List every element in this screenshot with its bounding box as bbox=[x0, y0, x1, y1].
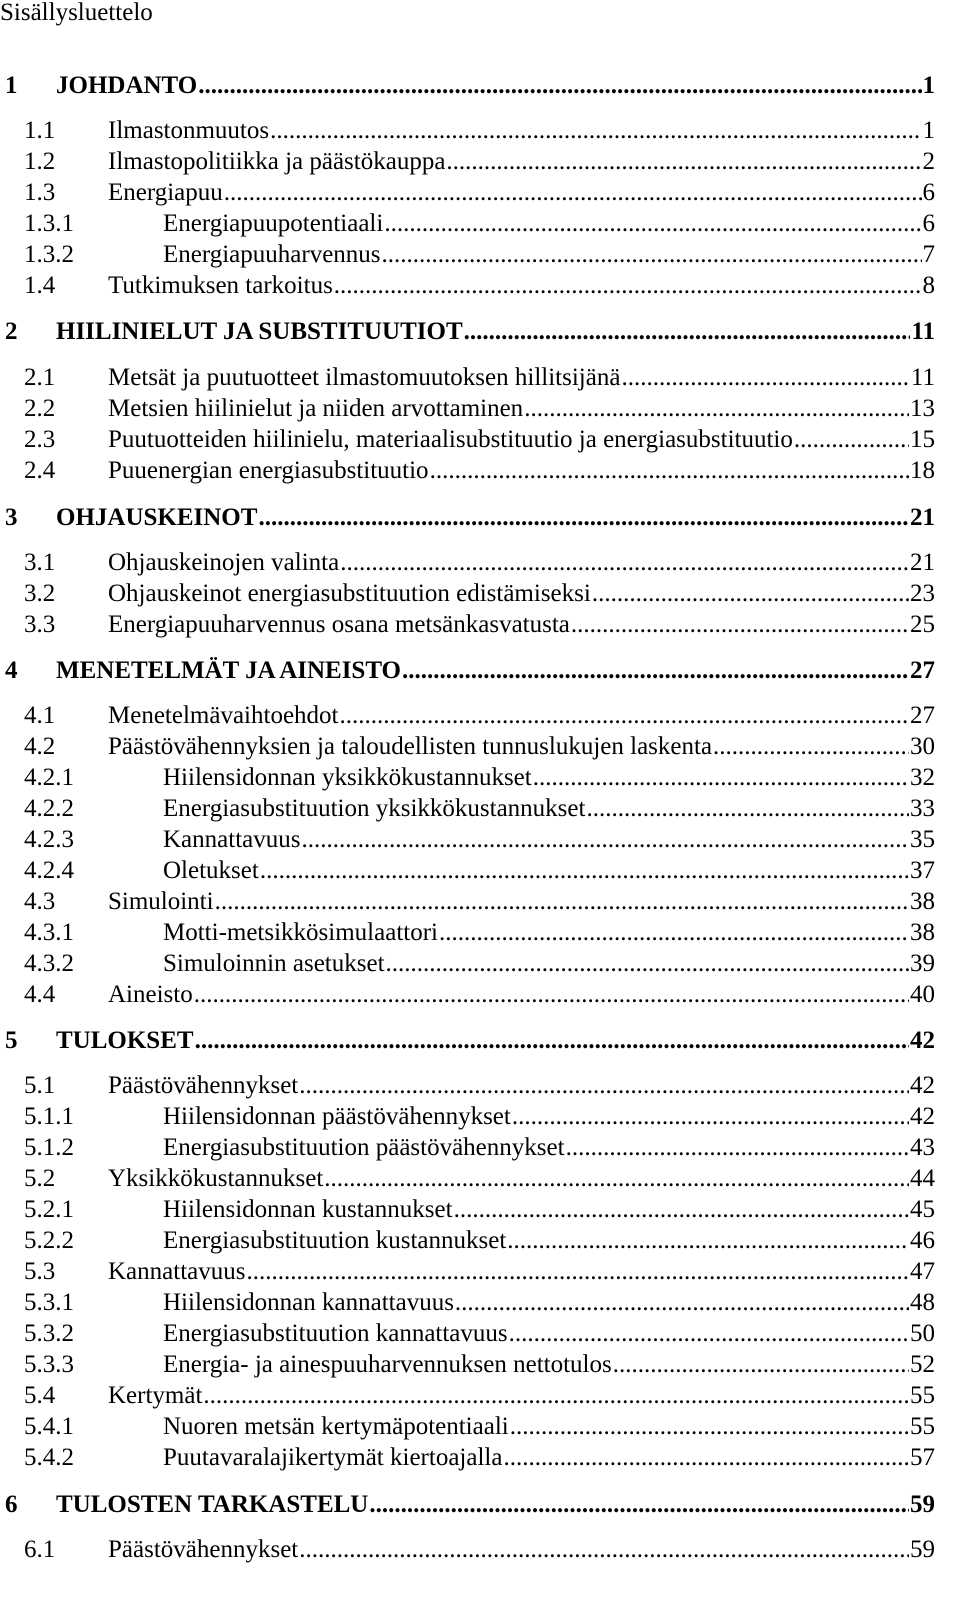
toc-entry-title: Energiapuuharvennus osana metsänkasvatusta bbox=[108, 611, 570, 638]
toc-entry-page: 45 bbox=[910, 1196, 935, 1223]
toc-entry-body bbox=[163, 1133, 935, 1163]
toc-entry-title: Hiilensidonnan kustannukset bbox=[163, 1196, 453, 1223]
toc-entry bbox=[0, 1195, 935, 1225]
toc-entry bbox=[0, 980, 935, 1010]
toc-entry-number: 5.1.2 bbox=[24, 1134, 74, 1161]
toc-entry-number: 5.1 bbox=[24, 1072, 56, 1099]
toc-entry bbox=[0, 1133, 935, 1163]
toc-entry bbox=[0, 425, 935, 455]
page-title: Sisällysluettelo bbox=[0, 0, 153, 26]
toc-entry bbox=[0, 887, 935, 917]
toc-entry-body bbox=[163, 1226, 935, 1256]
toc-entry bbox=[0, 1350, 935, 1380]
toc-entry-body bbox=[108, 732, 935, 762]
toc-entry bbox=[0, 1164, 935, 1194]
dot-leader bbox=[369, 1490, 909, 1520]
toc-entry-title: Energiasubstituution yksikkökustannukset bbox=[163, 795, 586, 822]
toc-entry-number: 2 bbox=[5, 318, 18, 345]
toc-entry-title: Energiasubstituution kustannukset bbox=[163, 1227, 507, 1254]
dot-leader bbox=[454, 1195, 909, 1225]
toc-entry-title: Menetelmävaihtoehdot bbox=[108, 702, 339, 729]
dot-leader bbox=[509, 1319, 909, 1349]
dot-leader bbox=[194, 980, 909, 1010]
toc-entry bbox=[0, 656, 935, 686]
toc-entry-title: Kannattavuus bbox=[108, 1258, 246, 1285]
toc-entry-title: Simulointi bbox=[108, 888, 214, 915]
dot-leader bbox=[203, 1381, 909, 1411]
toc-entry bbox=[0, 949, 935, 979]
dot-leader bbox=[566, 1133, 909, 1163]
toc-entry-number: 6.1 bbox=[24, 1536, 56, 1563]
toc-entry-title: Päästövähennyksien ja taloudellisten tunnuslukujen laskenta bbox=[108, 733, 713, 760]
dot-leader bbox=[794, 425, 909, 455]
dot-leader bbox=[586, 794, 909, 824]
toc-entry-number: 2.3 bbox=[24, 426, 56, 453]
toc-entry bbox=[0, 1102, 935, 1132]
toc-entry-body bbox=[108, 147, 935, 177]
toc-entry-page: 33 bbox=[910, 795, 935, 822]
toc-entry-page: 55 bbox=[910, 1413, 935, 1440]
dot-leader bbox=[340, 548, 909, 578]
toc-entry-page: 1 bbox=[922, 72, 935, 99]
toc-entry-number: 3.2 bbox=[24, 580, 56, 607]
toc-entry-number: 4.2.4 bbox=[24, 857, 74, 884]
toc-entry-number: 2.4 bbox=[24, 457, 56, 484]
toc-entry-body bbox=[56, 656, 935, 686]
toc-entry-title: Hiilensidonnan kannattavuus bbox=[163, 1289, 454, 1316]
toc-entry bbox=[0, 71, 935, 101]
dot-leader bbox=[402, 656, 909, 686]
toc-entry-title: Puuenergian energiasubstituutio bbox=[108, 457, 429, 484]
toc-entry-page: 48 bbox=[910, 1289, 935, 1316]
toc-entry-title: Simuloinnin asetukset bbox=[163, 950, 385, 977]
toc-entry-title: Kannattavuus bbox=[163, 826, 301, 853]
dot-leader bbox=[533, 763, 909, 793]
dot-leader bbox=[613, 1350, 909, 1380]
dot-leader bbox=[198, 71, 921, 101]
dot-leader bbox=[324, 1164, 909, 1194]
toc-entry-body bbox=[163, 949, 935, 979]
toc-entry bbox=[0, 1490, 935, 1520]
toc-entry-body bbox=[108, 425, 935, 455]
dot-leader bbox=[215, 887, 909, 917]
toc-entry-body bbox=[108, 1164, 935, 1194]
toc-entry-page: 59 bbox=[910, 1536, 935, 1563]
toc-entry-number: 5.4.2 bbox=[24, 1444, 74, 1471]
toc-entry-body bbox=[108, 1535, 935, 1565]
toc-entry-body bbox=[108, 548, 935, 578]
toc-entry bbox=[0, 1535, 935, 1565]
toc-entry-page: 18 bbox=[910, 457, 935, 484]
toc-entry-number: 4.2 bbox=[24, 733, 56, 760]
toc-entry-page: 44 bbox=[910, 1165, 935, 1192]
toc-entry-title: Tutkimuksen tarkoitus bbox=[108, 272, 333, 299]
toc-entry bbox=[0, 1412, 935, 1442]
toc-entry-body bbox=[108, 178, 935, 208]
dot-leader bbox=[195, 1026, 909, 1056]
dot-leader bbox=[524, 394, 909, 424]
toc-entry-title: Energiapuupotentiaali bbox=[163, 210, 384, 237]
toc-entry-number: 5 bbox=[5, 1027, 18, 1054]
toc-entry-page: 11 bbox=[911, 318, 935, 345]
toc-entry-title: Puutavaralajikertymät kiertoajalla bbox=[163, 1444, 503, 1471]
toc-entry bbox=[0, 240, 935, 270]
toc-entry-title: Metsien hiilinielut ja niiden arvottaminen bbox=[108, 395, 524, 422]
dot-leader bbox=[464, 317, 911, 347]
dot-leader bbox=[299, 1535, 909, 1565]
toc-entry-page: 47 bbox=[910, 1258, 935, 1285]
toc-entry-title: Päästövähennykset bbox=[108, 1536, 299, 1563]
toc-entry-body bbox=[108, 363, 935, 393]
toc-entry-body bbox=[163, 209, 935, 239]
toc-entry-title: Energia- ja ainespuuharvennuksen nettotulos bbox=[163, 1351, 612, 1378]
toc-entry-body bbox=[108, 1381, 935, 1411]
toc-entry-number: 1.3 bbox=[24, 179, 56, 206]
toc-entry-title: Päästövähennykset bbox=[108, 1072, 299, 1099]
toc-entry-page: 27 bbox=[910, 702, 935, 729]
toc-entry-body bbox=[163, 763, 935, 793]
toc-entry-body bbox=[108, 980, 935, 1010]
toc-entry-body bbox=[163, 794, 935, 824]
toc-entry-page: 6 bbox=[922, 210, 935, 237]
toc-entry-page: 42 bbox=[910, 1103, 935, 1130]
dot-leader bbox=[384, 209, 921, 239]
dot-leader bbox=[571, 610, 909, 640]
toc-entry-body bbox=[56, 317, 935, 347]
toc-entry-title: Energiapuuharvennus bbox=[163, 241, 381, 268]
toc-entry-body bbox=[108, 1071, 935, 1101]
toc-entry-page: 1 bbox=[922, 117, 935, 144]
toc-entry bbox=[0, 394, 935, 424]
toc-entry bbox=[0, 1319, 935, 1349]
toc-entry-number: 3.3 bbox=[24, 611, 56, 638]
toc-entry-title: Oletukset bbox=[163, 857, 259, 884]
toc-entry-page: 21 bbox=[910, 549, 935, 576]
toc-entry-page: 57 bbox=[910, 1444, 935, 1471]
toc-entry bbox=[0, 363, 935, 393]
toc-entry-page: 27 bbox=[910, 657, 935, 684]
dot-leader bbox=[713, 732, 909, 762]
toc-entry bbox=[0, 1443, 935, 1473]
toc-entry-page: 21 bbox=[910, 504, 935, 531]
toc-entry bbox=[0, 178, 935, 208]
toc-entry-page: 59 bbox=[910, 1491, 935, 1518]
dot-leader bbox=[386, 949, 909, 979]
toc-entry-body bbox=[56, 1490, 935, 1520]
toc-entry-title: OHJAUSKEINOT bbox=[56, 504, 258, 531]
toc-entry-number: 2.2 bbox=[24, 395, 56, 422]
toc-entry bbox=[0, 794, 935, 824]
toc-entry-body bbox=[108, 271, 935, 301]
toc-entry-number: 6 bbox=[5, 1491, 18, 1518]
toc-entry-title: Aineisto bbox=[108, 981, 193, 1008]
toc-entry bbox=[0, 1381, 935, 1411]
toc-entry-number: 4.3.1 bbox=[24, 919, 74, 946]
toc-entry-page: 11 bbox=[910, 364, 935, 391]
toc-entry-number: 4.3.2 bbox=[24, 950, 74, 977]
toc-entry bbox=[0, 317, 935, 347]
toc-entry-number: 3.1 bbox=[24, 549, 56, 576]
toc-entry-body bbox=[108, 610, 935, 640]
toc-entry-title: Motti-metsikkösimulaattori bbox=[163, 919, 438, 946]
toc-entry-number: 5.2.2 bbox=[24, 1227, 74, 1254]
dot-leader bbox=[339, 701, 909, 731]
toc-entry-page: 40 bbox=[910, 981, 935, 1008]
toc-entry bbox=[0, 701, 935, 731]
toc-entry-number: 1.2 bbox=[24, 148, 56, 175]
toc-entry-title: TULOKSET bbox=[56, 1027, 194, 1054]
toc-entry bbox=[0, 147, 935, 177]
toc-entry-number: 1.3.1 bbox=[24, 210, 74, 237]
toc-entry-page: 6 bbox=[922, 179, 935, 206]
toc-entry-body bbox=[163, 1195, 935, 1225]
toc-entry-number: 3 bbox=[5, 504, 18, 531]
toc-entry-title: Ohjauskeinojen valinta bbox=[108, 549, 340, 576]
toc-entry-page: 25 bbox=[910, 611, 935, 638]
dot-leader bbox=[510, 1412, 909, 1442]
toc-entry-page: 15 bbox=[910, 426, 935, 453]
dot-leader bbox=[430, 456, 909, 486]
toc-entry bbox=[0, 610, 935, 640]
toc-entry-number: 5.2 bbox=[24, 1165, 56, 1192]
toc-entry-body bbox=[163, 1102, 935, 1132]
dot-leader bbox=[334, 271, 922, 301]
dot-leader bbox=[503, 1443, 909, 1473]
toc-entry-body bbox=[163, 1443, 935, 1473]
dot-leader bbox=[621, 363, 909, 393]
toc-entry-body bbox=[56, 71, 935, 101]
toc-entry-body bbox=[56, 1026, 935, 1056]
toc-entry-number: 5.2.1 bbox=[24, 1196, 74, 1223]
toc-entry-title: Energiasubstituution kannattavuus bbox=[163, 1320, 508, 1347]
toc-entry-page: 2 bbox=[922, 148, 935, 175]
toc-entry-title: Metsät ja puutuotteet ilmastomuutoksen hillitsijänä bbox=[108, 364, 621, 391]
toc-entry bbox=[0, 271, 935, 301]
toc-entry bbox=[0, 579, 935, 609]
toc-entry-number: 5.1.1 bbox=[24, 1103, 74, 1130]
toc-entry-title: Kertymät bbox=[108, 1382, 203, 1409]
toc-entry-number: 4.4 bbox=[24, 981, 56, 1008]
toc-entry-page: 30 bbox=[910, 733, 935, 760]
toc-entry-page: 37 bbox=[910, 857, 935, 884]
toc-entry-body bbox=[163, 240, 935, 270]
toc-entry bbox=[0, 1071, 935, 1101]
toc-entry-body bbox=[108, 394, 935, 424]
toc-entry bbox=[0, 548, 935, 578]
dot-leader bbox=[507, 1226, 909, 1256]
toc-entry-title: TULOSTEN TARKASTELU bbox=[56, 1491, 369, 1518]
toc-entry-page: 55 bbox=[910, 1382, 935, 1409]
toc-entry-number: 5.4 bbox=[24, 1382, 56, 1409]
toc-entry-body bbox=[163, 1288, 935, 1318]
toc-entry-number: 4.3 bbox=[24, 888, 56, 915]
toc-entry-title: HIILINIELUT JA SUBSTITUUTIOT bbox=[56, 318, 463, 345]
toc-entry-body bbox=[108, 701, 935, 731]
toc-entry-title: Hiilensidonnan yksikkökustannukset bbox=[163, 764, 532, 791]
toc-entry-number: 4.2.3 bbox=[24, 826, 74, 853]
toc-entry-page: 38 bbox=[910, 919, 935, 946]
toc-entry-title: Yksikkökustannukset bbox=[108, 1165, 324, 1192]
toc-entry-number: 1.1 bbox=[24, 117, 56, 144]
toc-entry-title: Energiapuu bbox=[108, 179, 223, 206]
toc-entry-number: 1.3.2 bbox=[24, 241, 74, 268]
toc-entry-page: 42 bbox=[910, 1027, 935, 1054]
toc-entry-title: Ilmastopolitiikka ja päästökauppa bbox=[108, 148, 446, 175]
toc-entry bbox=[0, 1257, 935, 1287]
dot-leader bbox=[270, 116, 921, 146]
toc-entry bbox=[0, 732, 935, 762]
toc-entry-body bbox=[108, 579, 935, 609]
toc-entry-body bbox=[163, 1350, 935, 1380]
toc-entry-body bbox=[56, 503, 935, 533]
toc-entry-page: 46 bbox=[910, 1227, 935, 1254]
toc-entry bbox=[0, 1288, 935, 1318]
toc-entry-number: 5.3.3 bbox=[24, 1351, 74, 1378]
toc-entry bbox=[0, 825, 935, 855]
toc-entry bbox=[0, 856, 935, 886]
toc-entry-number: 1.4 bbox=[24, 272, 56, 299]
toc-entry-body bbox=[108, 116, 935, 146]
toc-entry-page: 23 bbox=[910, 580, 935, 607]
dot-leader bbox=[299, 1071, 909, 1101]
toc-entry-title: Energiasubstituution päästövähennykset bbox=[163, 1134, 565, 1161]
toc-entry bbox=[0, 503, 935, 533]
toc-entry-number: 2.1 bbox=[24, 364, 56, 391]
dot-leader bbox=[446, 147, 921, 177]
dot-leader bbox=[592, 579, 909, 609]
toc-entry-page: 8 bbox=[922, 272, 935, 299]
toc-entry-title: MENETELMÄT JA AINEISTO bbox=[56, 657, 402, 684]
toc-entry-number: 4.2.2 bbox=[24, 795, 74, 822]
toc-entry-title: Hiilensidonnan päästövähennykset bbox=[163, 1103, 511, 1130]
dot-leader bbox=[258, 503, 909, 533]
toc-entry-number: 1 bbox=[5, 72, 18, 99]
toc-entry-page: 13 bbox=[910, 395, 935, 422]
toc-entry-body bbox=[108, 456, 935, 486]
toc-entry-number: 5.3.2 bbox=[24, 1320, 74, 1347]
toc-entry bbox=[0, 456, 935, 486]
toc-entry-page: 50 bbox=[910, 1320, 935, 1347]
dot-leader bbox=[439, 918, 909, 948]
toc-entry-number: 5.3.1 bbox=[24, 1289, 74, 1316]
toc-entry-title: Puutuotteiden hiilinielu, materiaalisubstituutio ja energiasubstituutio bbox=[108, 426, 793, 453]
toc-entry-number: 4 bbox=[5, 657, 18, 684]
toc-entry-title: JOHDANTO bbox=[56, 72, 198, 99]
toc-entry bbox=[0, 1026, 935, 1056]
dot-leader bbox=[301, 825, 909, 855]
toc-entry-page: 42 bbox=[910, 1072, 935, 1099]
dot-leader bbox=[455, 1288, 909, 1318]
dot-leader bbox=[260, 856, 909, 886]
dot-leader bbox=[224, 178, 922, 208]
toc-entry bbox=[0, 1226, 935, 1256]
toc-entry bbox=[0, 209, 935, 239]
toc-entry-body bbox=[108, 1257, 935, 1287]
toc-entry-page: 52 bbox=[910, 1351, 935, 1378]
toc-entry-body bbox=[108, 887, 935, 917]
toc-entry bbox=[0, 763, 935, 793]
dot-leader bbox=[246, 1257, 909, 1287]
toc-entry-body bbox=[163, 918, 935, 948]
toc-entry-number: 5.3 bbox=[24, 1258, 56, 1285]
toc-entry-title: Ohjauskeinot energiasubstituution edistämiseksi bbox=[108, 580, 591, 607]
toc-entry-page: 43 bbox=[910, 1134, 935, 1161]
toc-entry-number: 5.4.1 bbox=[24, 1413, 74, 1440]
toc-entry bbox=[0, 116, 935, 146]
toc-entry-number: 4.1 bbox=[24, 702, 56, 729]
dot-leader bbox=[382, 240, 922, 270]
toc-entry-number: 4.2.1 bbox=[24, 764, 74, 791]
toc-entry-page: 38 bbox=[910, 888, 935, 915]
toc-entry-page: 35 bbox=[910, 826, 935, 853]
toc-entry-body bbox=[163, 825, 935, 855]
toc-entry-page: 39 bbox=[910, 950, 935, 977]
toc-entry-page: 7 bbox=[922, 241, 935, 268]
toc-entry-body bbox=[163, 1319, 935, 1349]
dot-leader bbox=[512, 1102, 909, 1132]
toc-entry-title: Nuoren metsän kertymäpotentiaali bbox=[163, 1413, 509, 1440]
toc-entry-title: Ilmastonmuutos bbox=[108, 117, 270, 144]
toc-entry bbox=[0, 918, 935, 948]
toc-entry-page: 32 bbox=[910, 764, 935, 791]
toc-entry-body bbox=[163, 856, 935, 886]
toc-entry-body bbox=[163, 1412, 935, 1442]
